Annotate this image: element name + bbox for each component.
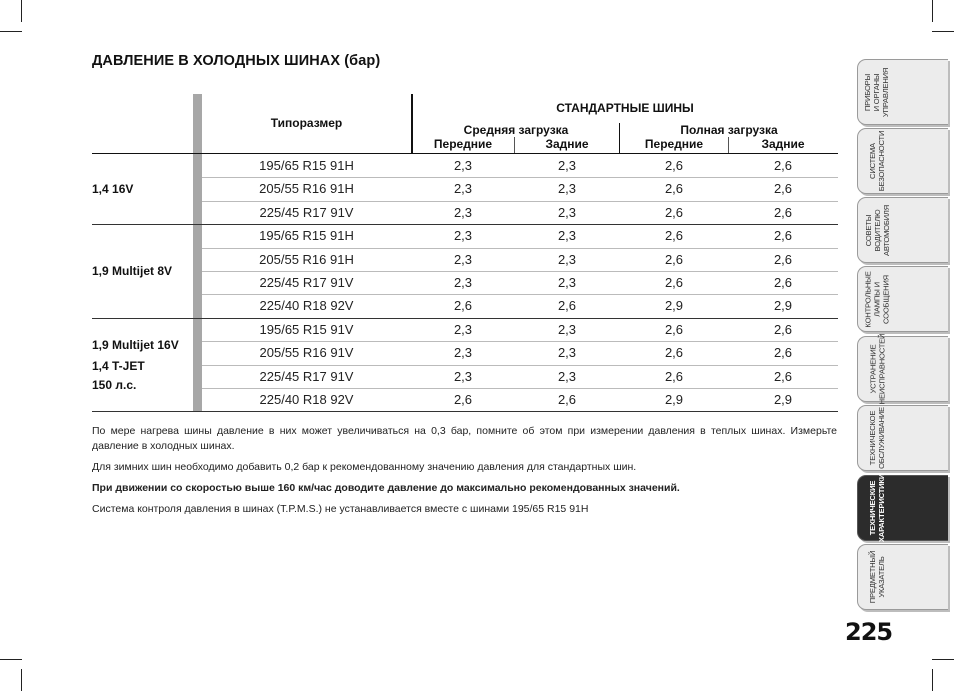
table-cell-mf: 2,6 bbox=[453, 298, 473, 314]
section-tab-text: ПРЕДМЕТНЫЙ УКАЗАТЕЛЬ bbox=[868, 550, 886, 604]
section-tab-text: СОВЕТЫ ВОДИТЕЛЮ АВТОМОБИЛЯ bbox=[863, 204, 891, 256]
page-title: ДАВЛЕНИЕ В ХОЛОДНЫХ ШИНАХ (бар) bbox=[92, 53, 381, 69]
col-header-full-front: Передние bbox=[644, 137, 704, 151]
crop-mark bbox=[932, 669, 933, 691]
section-tab[interactable] bbox=[857, 266, 948, 332]
table-gray-bar bbox=[193, 94, 202, 412]
table-cell-size: 225/40 R18 92V bbox=[259, 298, 354, 314]
table-cell-ff: 2,6 bbox=[664, 204, 684, 220]
table-cell-size: 205/55 R16 91H bbox=[259, 181, 354, 197]
table-cell-mr: 2,3 bbox=[557, 345, 577, 361]
note-paragraph: При движении со скоростью выше 160 км/час доводите давление до максимально рекомендованных значений. bbox=[92, 482, 680, 494]
col-header-size: Типоразмер bbox=[270, 116, 343, 130]
note-paragraph: Для зимних шин необходимо добавить 0,2 бар к рекомендованному значению давления для стандартных шин. bbox=[92, 461, 637, 473]
section-tab-label bbox=[861, 198, 893, 262]
table-cell-mr: 2,3 bbox=[557, 228, 577, 244]
table-cell-mf: 2,3 bbox=[453, 345, 473, 361]
table-cell-fr: 2,6 bbox=[773, 158, 793, 173]
table-cell-mr: 2,3 bbox=[557, 321, 577, 337]
table-cell-ff: 2,6 bbox=[664, 251, 684, 267]
table-cell-fr: 2,6 bbox=[773, 368, 793, 384]
col-header-medium-front: Передние bbox=[433, 137, 493, 151]
table-cell-mf: 2,3 bbox=[453, 275, 473, 290]
section-tab-label bbox=[861, 333, 893, 405]
table-cell-mf: 2,3 bbox=[453, 321, 473, 337]
table-cell-ff: 2,9 bbox=[664, 392, 684, 407]
table-cell-ff: 2,6 bbox=[664, 181, 684, 197]
col-header-medium-rear: Задние bbox=[545, 137, 589, 151]
notes bbox=[92, 424, 837, 523]
table-cell-mf: 2,3 bbox=[453, 158, 473, 173]
section-tab-text: УСТРАНЕНИЕ НЕИСПРАВНОСТЕЙ bbox=[868, 333, 886, 405]
table-cell-size: 225/45 R17 91V bbox=[259, 368, 354, 384]
section-tab-text: ПРИБОРЫ И ОРГАНЫ УПРАВЛЕНИЯ bbox=[863, 67, 891, 117]
table-cell-fr: 2,6 bbox=[773, 228, 793, 244]
engine-model bbox=[92, 336, 179, 395]
section-tab[interactable] bbox=[857, 475, 948, 541]
section-tab-label bbox=[861, 545, 893, 609]
table-cell-size: 205/55 R16 91H bbox=[259, 251, 354, 267]
table-cell-fr: 2,6 bbox=[773, 275, 793, 290]
table-cell-size: 205/55 R16 91V bbox=[259, 345, 354, 361]
engine-model bbox=[92, 180, 133, 199]
section-tab[interactable] bbox=[857, 128, 948, 194]
table-cell-mr: 2,6 bbox=[557, 298, 577, 314]
section-tab[interactable] bbox=[857, 405, 948, 471]
table-cell-mr: 2,3 bbox=[557, 158, 577, 173]
table-cell-mf: 2,3 bbox=[453, 368, 473, 384]
table-cell-mr: 2,3 bbox=[557, 204, 577, 220]
section-tab[interactable] bbox=[857, 333, 948, 405]
table-cell-fr: 2,6 bbox=[773, 321, 793, 337]
table-cell-size: 195/65 R15 91V bbox=[259, 321, 354, 337]
section-tab-text: СИСТЕМА БЕЗОПАСНОСТИ bbox=[868, 130, 887, 192]
table-cell-mr: 2,3 bbox=[557, 368, 577, 384]
header-divider bbox=[411, 94, 413, 153]
section-tab[interactable] bbox=[857, 59, 948, 125]
table-cell-size: 195/65 R15 91H bbox=[259, 228, 354, 244]
note-paragraph: Система контроля давления в шинах (T.P.M.S.) не устанавливается вместе с шинами 195/65 R15 91H bbox=[92, 503, 589, 515]
table-cell-mf: 2,3 bbox=[453, 181, 473, 197]
crop-mark bbox=[0, 659, 22, 660]
table-cell-ff: 2,6 bbox=[664, 345, 684, 361]
section-tab-text: КОНТРОЛЬНЫЕ ЛАМПЫ И СООБЩЕНИЯ bbox=[863, 270, 891, 328]
col-header-full-load: Полная загрузка bbox=[680, 123, 778, 137]
engine-model-line: 1,4 16V bbox=[92, 182, 134, 196]
section-tab-label bbox=[861, 406, 893, 470]
header-divider bbox=[728, 137, 729, 153]
crop-mark bbox=[21, 0, 22, 22]
header-divider bbox=[619, 123, 620, 153]
section-tab-text: ТЕХНИЧЕСКИЕ ХАРАКТЕРИСТИКИ bbox=[868, 473, 887, 543]
section-tab-text: ТЕХНИЧЕСКОЕ ОБСЛУЖИВАНИЕ bbox=[868, 407, 886, 469]
section-tab-label bbox=[861, 60, 893, 124]
table-cell-ff: 2,9 bbox=[664, 298, 684, 314]
table-cell-fr: 2,6 bbox=[773, 251, 793, 267]
engine-model-line: 1,4 T-JET bbox=[92, 359, 145, 373]
crop-mark bbox=[0, 31, 22, 32]
section-tab[interactable] bbox=[857, 197, 948, 263]
table-cell-mf: 2,3 bbox=[453, 228, 473, 244]
table-cell-ff: 2,6 bbox=[664, 275, 684, 290]
engine-model-line: 1,9 Multijet 8V bbox=[92, 264, 173, 278]
table-cell-fr: 2,9 bbox=[773, 298, 793, 314]
table-cell-mf: 2,3 bbox=[453, 251, 473, 267]
section-tab-label bbox=[861, 267, 893, 331]
tire-pressure-table bbox=[92, 94, 838, 412]
col-header-medium-load: Средняя загрузка bbox=[463, 123, 569, 137]
section-tab-label bbox=[861, 129, 893, 193]
table-cell-ff: 2,6 bbox=[664, 158, 684, 173]
table-cell-fr: 2,6 bbox=[773, 345, 793, 361]
section-tab[interactable] bbox=[857, 544, 948, 610]
table-cell-mf: 2,3 bbox=[453, 204, 473, 220]
table-cell-mf: 2,6 bbox=[453, 392, 473, 407]
table-cell-mr: 2,3 bbox=[557, 251, 577, 267]
table-cell-ff: 2,6 bbox=[664, 228, 684, 244]
table-cell-ff: 2,6 bbox=[664, 321, 684, 337]
table-cell-size: 225/40 R18 92V bbox=[259, 392, 354, 407]
table-cell-fr: 2,6 bbox=[773, 204, 793, 220]
table-cell-size: 195/65 R15 91H bbox=[259, 158, 354, 173]
col-header-standard-tires: СТАНДАРТНЫЕ ШИНЫ bbox=[556, 101, 694, 115]
table-cell-fr: 2,6 bbox=[773, 181, 793, 197]
table-cell-size: 225/45 R17 91V bbox=[259, 275, 354, 290]
table-cell-size: 225/45 R17 91V bbox=[259, 204, 354, 220]
col-header-full-rear: Задние bbox=[761, 137, 805, 151]
section-tab-label bbox=[861, 473, 893, 543]
row-rule bbox=[92, 411, 838, 412]
table-cell-mr: 2,6 bbox=[557, 392, 577, 407]
table-cell-fr: 2,9 bbox=[773, 392, 793, 407]
table-cell-ff: 2,6 bbox=[664, 368, 684, 384]
engine-model bbox=[92, 262, 172, 281]
engine-model-line: 1,9 Multijet 16V bbox=[92, 338, 179, 352]
crop-mark bbox=[932, 659, 954, 660]
header-divider bbox=[514, 137, 515, 153]
note-paragraph: По мере нагрева шины давление в них может увеличиваться на 0,3 бар, помните об этом при измерении давления в теплых шинах. Измерьте давление в холодных шинах. bbox=[92, 425, 837, 452]
crop-mark bbox=[932, 31, 954, 32]
crop-mark bbox=[21, 669, 22, 691]
engine-model-line: 150 л.с. bbox=[92, 378, 137, 392]
table-cell-mr: 2,3 bbox=[557, 275, 577, 290]
page-number: 225 bbox=[845, 618, 893, 646]
table-cell-mr: 2,3 bbox=[557, 181, 577, 197]
crop-mark bbox=[932, 0, 933, 22]
